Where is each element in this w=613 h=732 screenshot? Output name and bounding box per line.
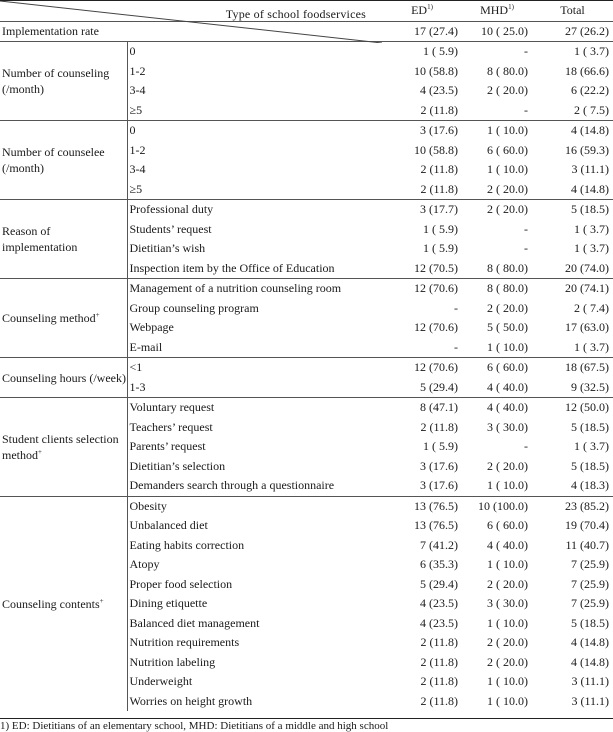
table-row [0, 200, 613, 220]
item-cell: 3-4 [127, 81, 382, 101]
implementation-label: Implementation rate [2, 23, 99, 38]
mhd-cell: - [524, 241, 528, 255]
mhd-cell: 4 ( 40.0) [487, 379, 528, 394]
total-cell: 2 ( 7.4) [574, 300, 609, 315]
header-row [0, 1, 613, 22]
ed-cell: 4 (23.5) [420, 615, 458, 630]
mhd-cell: 2 ( 20.0) [487, 300, 528, 315]
ed-cell: 1 ( 5.9) [382, 42, 462, 62]
total-cell: 1 ( 3.7) [574, 439, 609, 453]
footnote: 1) ED: Dietitians of an elementary school, MHD: Dietitians of a middle and high school [0, 718, 613, 732]
total-cell: 5 (18.5) [532, 200, 613, 220]
item-cell: Proper food selection [127, 575, 382, 595]
category-cell: Reason of implementation [0, 200, 127, 279]
item-cell: Professional duty [127, 200, 382, 220]
mhd-cell: 8 ( 80.0) [487, 63, 528, 78]
total-cell: 2 ( 7.5) [574, 102, 609, 117]
category-cell: Number of counselee (/month) [0, 121, 127, 200]
mhd-cell: 6 ( 60.0) [487, 518, 528, 532]
mhd-cell: 2 ( 20.0) [462, 200, 532, 220]
ed-cell: 2 (11.8) [420, 635, 458, 649]
table-row [0, 496, 613, 516]
ed-cell: 2 (11.8) [420, 162, 458, 176]
ed-cell: 4 (23.5) [420, 596, 458, 610]
total-cell: 5 (18.5) [571, 615, 609, 630]
item-cell: ≥5 [127, 180, 382, 200]
header-mhd: MHD$^{1)}$ [462, 1, 532, 22]
total-cell: 7 (25.9) [571, 557, 609, 571]
item-cell: Dining etiquette [127, 594, 382, 614]
item-cell: Dietitian’s selection [127, 457, 382, 477]
ed-cell: - [454, 300, 458, 315]
mhd-cell: 4 ( 40.0) [462, 398, 532, 418]
ed-cell: 13 (76.5) [382, 496, 462, 516]
total-cell: 12 (50.0) [532, 398, 613, 418]
ed-cell: 5 (29.4) [420, 576, 458, 591]
ed-cell: 2 (11.8) [420, 674, 458, 688]
mhd-cell: 5 ( 50.0) [487, 320, 528, 334]
total-cell: 4 (14.8) [571, 181, 609, 196]
item-cell: Webpage [127, 318, 382, 338]
item-cell: 0 [127, 121, 382, 141]
total-cell: 4 (18.3) [571, 478, 609, 492]
mhd-cell: 3 ( 30.0) [487, 596, 528, 610]
item-cell: Parents’ request [127, 437, 382, 457]
total-cell: 23 (85.2) [532, 496, 613, 516]
item-cell: Teachers’ request [127, 418, 382, 438]
mhd-cell: 3 ( 30.0) [487, 419, 528, 434]
header-diagonal-cell [0, 1, 382, 22]
mhd-cell: 2 ( 20.0) [487, 181, 528, 196]
item-cell: ≥5 [127, 101, 382, 121]
ed-cell: 13 (76.5) [414, 518, 458, 532]
ed-cell: 1 ( 5.9) [423, 439, 458, 453]
table-row [0, 358, 613, 378]
mhd-cell: 1 ( 10.0) [487, 615, 528, 630]
item-cell: Atopy [127, 555, 382, 575]
total-cell: 4 (14.8) [532, 121, 613, 141]
mhd-cell: 6 ( 60.0) [462, 358, 532, 378]
total-cell: 5 (18.5) [571, 419, 609, 434]
total-cell: 4 (14.8) [571, 635, 609, 649]
implementation-total: 27 (26.2) [565, 23, 609, 38]
total-cell: 7 (25.9) [571, 576, 609, 591]
table-body [0, 1, 613, 712]
item-cell: Eating habits correction [127, 536, 382, 556]
item-cell: 1-2 [127, 62, 382, 82]
mhd-cell: - [524, 221, 528, 236]
header-total: Total [532, 1, 613, 22]
item-cell: <1 [127, 358, 382, 378]
ed-cell: 2 (11.8) [420, 419, 458, 434]
ed-cell: 1 ( 5.9) [423, 221, 458, 236]
item-cell: Students’ request [127, 220, 382, 240]
total-cell: 20 (74.0) [565, 260, 609, 275]
ed-cell: 4 (23.5) [420, 83, 458, 97]
table-row [0, 279, 613, 299]
item-cell: Worries on height growth [127, 692, 382, 712]
ed-cell: 2 (11.8) [420, 693, 458, 708]
item-cell: Dietitian’s wish [127, 239, 382, 259]
total-cell: 4 (14.8) [571, 654, 609, 669]
ed-cell: 2 (11.8) [420, 181, 458, 196]
ed-cell: 12 (70.6) [382, 358, 462, 378]
header-ed: ED$^{1)}$ [382, 1, 462, 22]
mhd-cell: - [462, 42, 532, 62]
ed-cell: 7 (41.2) [420, 537, 458, 552]
mhd-cell: 4 ( 40.0) [487, 537, 528, 552]
category-cell: Counseling method+ [0, 279, 127, 358]
ed-cell: 3 (17.6) [382, 121, 462, 141]
mhd-cell: 1 ( 10.0) [487, 478, 528, 492]
mhd-cell: 1 ( 10.0) [487, 557, 528, 571]
ed-cell: 1 ( 5.9) [423, 241, 458, 255]
total-cell: 6 (22.2) [571, 83, 609, 97]
total-cell: 1 ( 3.7) [574, 221, 609, 236]
item-cell: Group counseling program [127, 299, 382, 319]
mhd-cell: 2 ( 20.0) [487, 458, 528, 473]
ed-cell: - [454, 339, 458, 354]
item-cell: Inspection item by the Office of Education [127, 259, 382, 279]
type-of-school-label: Type of school foodservices [225, 7, 366, 21]
item-cell: 3-4 [127, 160, 382, 180]
ed-cell: 3 (17.6) [420, 458, 458, 473]
mhd-cell: 2 ( 20.0) [487, 83, 528, 97]
implementation-ed: 17 (27.4) [414, 23, 458, 38]
category-cell: Student clients selection method+ [0, 398, 127, 497]
item-cell: Obesity [127, 496, 382, 516]
mhd-cell: - [524, 439, 528, 453]
item-cell: Management of a nutrition counseling room [127, 279, 382, 299]
item-cell: 1-3 [127, 378, 382, 398]
mhd-cell: 2 ( 20.0) [487, 654, 528, 669]
item-cell: E-mail [127, 338, 382, 358]
ed-cell: 6 (35.3) [420, 557, 458, 571]
item-cell: Voluntary request [127, 398, 382, 418]
category-cell: Counseling contents+ [0, 496, 127, 711]
item-cell: Demanders search through a questionnaire [127, 476, 382, 496]
mhd-cell: 1 ( 10.0) [487, 162, 528, 176]
total-cell: 1 ( 3.7) [532, 42, 613, 62]
mhd-cell: 2 ( 20.0) [487, 576, 528, 591]
item-cell: Nutrition labeling [127, 653, 382, 673]
total-cell: 18 (66.6) [565, 63, 609, 78]
ed-cell: 12 (70.6) [414, 320, 458, 334]
total-cell: 9 (32.5) [571, 379, 609, 394]
ed-cell: 10 (58.8) [414, 142, 458, 157]
table-row [0, 398, 613, 418]
mhd-cell: 1 ( 10.0) [487, 693, 528, 708]
mhd-cell: 8 ( 80.0) [462, 279, 532, 299]
total-cell: 20 (74.1) [532, 279, 613, 299]
total-cell: 5 (18.5) [571, 458, 609, 473]
total-cell: 1 ( 3.7) [574, 339, 609, 354]
table-row [0, 42, 613, 62]
mhd-cell: - [524, 102, 528, 117]
ed-cell: 12 (70.5) [414, 260, 458, 275]
ed-cell: 3 (17.6) [420, 478, 458, 492]
total-cell: 11 (40.7) [565, 537, 609, 552]
total-cell: 3 (11.1) [571, 674, 609, 688]
total-cell: 7 (25.9) [571, 596, 609, 610]
ed-cell: 8 (47.1) [382, 398, 462, 418]
item-cell: Unbalanced diet [127, 516, 382, 536]
implementation-mhd: 10 ( 25.0) [481, 23, 528, 38]
ed-cell: 3 (17.7) [382, 200, 462, 220]
item-cell: Underweight [127, 672, 382, 692]
total-cell: 19 (70.4) [565, 518, 609, 532]
mhd-cell: 10 (100.0) [462, 496, 532, 516]
total-cell: 3 (11.1) [571, 693, 609, 708]
item-cell: 0 [127, 42, 382, 62]
ed-cell: 12 (70.6) [382, 279, 462, 299]
item-cell: Balanced diet management [127, 614, 382, 634]
total-cell: 3 (11.1) [571, 162, 609, 176]
total-cell: 16 (59.3) [565, 142, 609, 157]
total-cell: 1 ( 3.7) [574, 241, 609, 255]
mhd-cell: 1 ( 10.0) [487, 674, 528, 688]
ed-cell: 5 (29.4) [420, 379, 458, 394]
ed-cell: 2 (11.8) [420, 102, 458, 117]
category-cell: Counseling hours (/week) [0, 358, 127, 398]
category-cell: Number of counseling (/month) [0, 42, 127, 121]
mhd-cell: 6 ( 60.0) [487, 142, 528, 157]
mhd-cell: 2 ( 20.0) [487, 635, 528, 649]
ed-cell: 2 (11.8) [420, 654, 458, 669]
table-row [0, 121, 613, 141]
total-cell: 17 (63.0) [565, 320, 609, 334]
total-cell: 18 (67.5) [532, 358, 613, 378]
mhd-cell: 1 ( 10.0) [487, 339, 528, 354]
item-cell: 1-2 [127, 141, 382, 161]
item-cell: Nutrition requirements [127, 633, 382, 653]
ed-cell: 10 (58.8) [414, 63, 458, 78]
mhd-cell: 8 ( 80.0) [487, 260, 528, 275]
mhd-cell: 1 ( 10.0) [462, 121, 532, 141]
